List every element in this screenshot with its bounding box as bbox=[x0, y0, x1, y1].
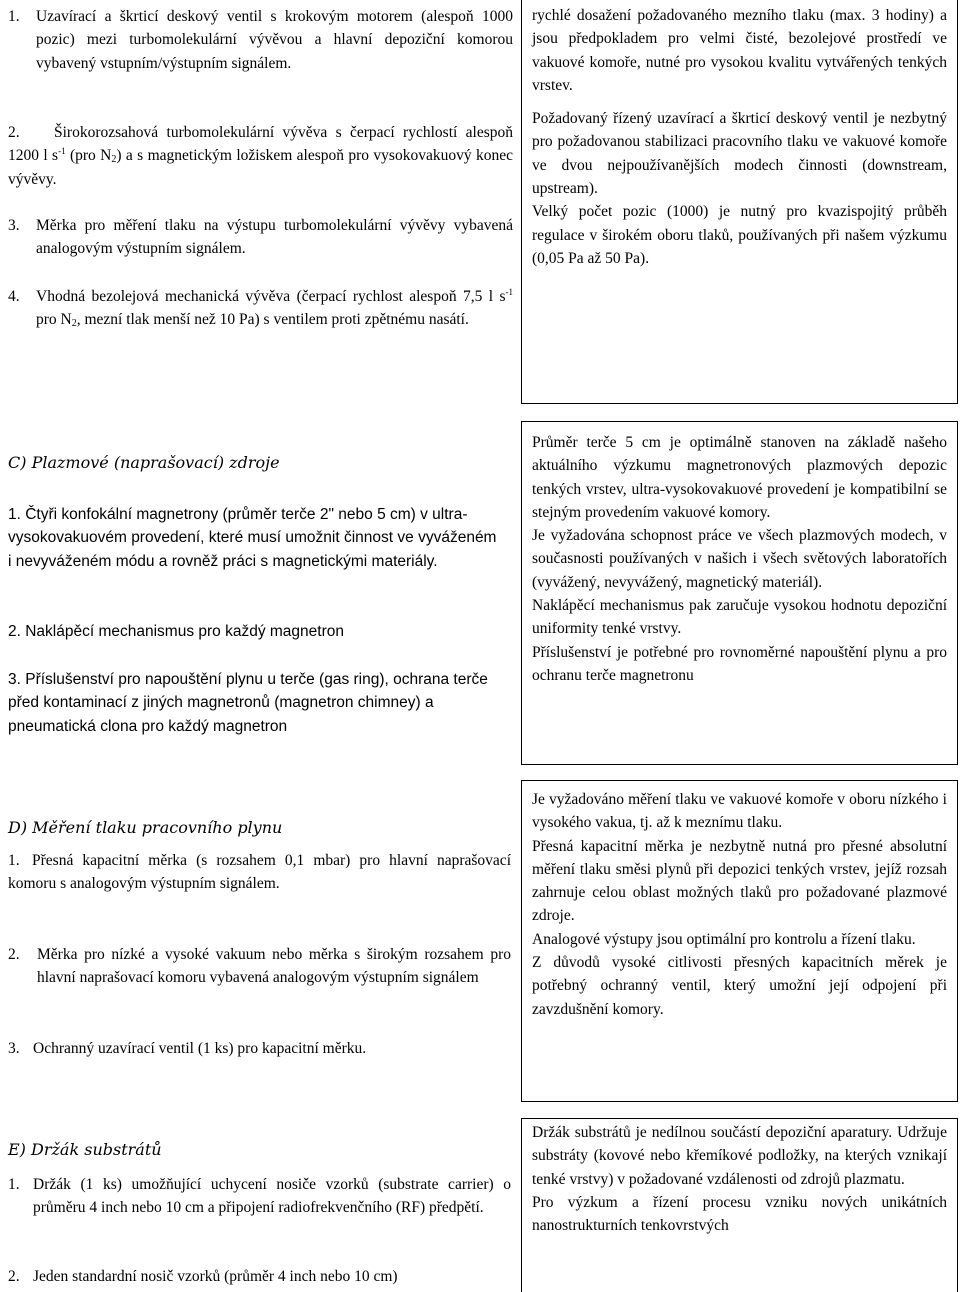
justification-paragraph: rychlé dosažení požadovaného mezního tlaku (max. 3 hodiny) a jsou předpokladem pro velmi čisté, bezolejové prostředí ve vakuové komoře, nutné pro vysokou kvalitu vytvářených tenkých vrstev. bbox=[532, 7, 947, 94]
section-title: D) Měření tlaku pracovního plynu bbox=[8, 818, 283, 837]
item-number: 3. bbox=[8, 1040, 20, 1057]
item-text: Měrka pro nízké a vysoké vakuum nebo měrka s širokým rozsahem pro hlavní naprašovací komoru vybavená analogovým výstupním signálem bbox=[37, 946, 511, 987]
justification-paragraph: Průměr terče 5 cm je optimálně stanoven na základě našeho aktuálního výzkumu magnetronových plazmových depozic tenkých vrstev, ultra-vysokovakuové provedení je kompatibilní se stejným provedením vakuové komory. bbox=[532, 434, 947, 521]
item-text: Širokorozsahová turbomolekulární vývěva s čerpací rychlostí alespoň 1200 l $s^{-1}$ (pro $N_2$) a s magnetickým ložiskem alespoň pro vysokovakuový konec vývěvy. bbox=[8, 124, 513, 188]
list-item-d3 bbox=[8, 1037, 511, 1060]
item-number: 2. bbox=[8, 1268, 20, 1285]
item-number: 1. bbox=[8, 852, 20, 869]
item-text: Držák (1 ks) umožňující uchycení nosiče vzorků (substrate carrier) o průměru 4 inch nebo 10 cm a připojení radiofrekvenčního (RF) předpětí. bbox=[33, 1176, 511, 1217]
item-number: 3. bbox=[8, 217, 20, 234]
list-item-e2 bbox=[8, 1265, 511, 1288]
list-item-c2: 2. Naklápěcí mechanismus pro každý magnetron bbox=[8, 623, 344, 640]
justification-paragraph: Je vyžadováno měření tlaku ve vakuové komoře v oboru nízkého i vysokého vakua, tj. až k meznímu tlaku. bbox=[532, 791, 947, 832]
justification-paragraph: Příslušenství je potřebné pro rovnoměrné napouštění plynu a pro ochranu terče magnetronu bbox=[532, 643, 947, 684]
item-text: Ochranný uzavírací ventil (1 ks) pro kapacitní měrku. bbox=[33, 1040, 367, 1057]
item-number: 2. bbox=[8, 946, 20, 963]
section-e-left bbox=[0, 1118, 522, 1292]
justification-paragraph: Držák substrátů je nedílnou součástí depoziční aparatury. Udržuje substráty (kovové nebo křemíkové podložky, na kterých vznikají tenké vrstvy) v požadované vzdálenosti od zdrojů plazmatu. bbox=[532, 1124, 947, 1188]
section-d-justification bbox=[521, 780, 958, 1102]
section-e-justification bbox=[521, 1118, 958, 1292]
list-item-b1 bbox=[8, 5, 513, 75]
justification-paragraph: Přesná kapacitní měrka je nezbytně nutná pro přesné absolutní měření tlaku směsi plynů při depozici tenkých vrstev, jejíž rozsah zahrnuje celou oblast možných tlaků pro požadované plazmové zdroje. bbox=[532, 837, 947, 925]
section-title: C) Plazmové (naprašovací) zdroje bbox=[8, 453, 280, 472]
item-number: 4. bbox=[8, 288, 20, 305]
item-text: Měrka pro měření tlaku na výstupu turbomolekulární vývěvy vybavená analogovým výstupním signálem. bbox=[36, 217, 513, 258]
list-item-c1: 1. Čtyři konfokální magnetrony (průměr terče 2" nebo 5 cm) v ultra-vysokovakuovém provedení, které musí umožnit činnost ve vyváženém i nevyváženém módu a rovněž práci s magnetickými materiály. bbox=[8, 506, 497, 570]
item-text: Jeden standardní nosič vzorků (průměr 4 inch nebo 10 cm) bbox=[33, 1268, 398, 1285]
list-item-c3: 3. Příslušenství pro napouštění plynu u terče (gas ring), ochrana terče před kontaminací z jiných magnetronů (magnetron chimney) a pneumatická clona pro každý magnetron bbox=[8, 671, 488, 735]
item-text: Vhodná bezolejová mechanická vývěva (čerpací rychlost alespoň 7,5 l $s^{-1}$ pro $N_2$, mezní tlak menší než 10 Pa) s ventilem proti zpětnému nasátí. bbox=[36, 287, 513, 330]
list-item-b4 bbox=[8, 285, 513, 332]
list-item-b3 bbox=[8, 214, 513, 261]
justification-paragraph: Z důvodů vysoké citlivosti přesných kapacitních měrek je potřebný ochranný ventil, který umožní její odpojení při zavzdušnění komory. bbox=[532, 954, 947, 1018]
justification-paragraph: Požadovaný řízený uzavírací a škrticí deskový ventil je nezbytný pro požadovanou stabilizaci pracovního tlaku ve vakuové komoře ve dvou nejpoužívanějších modech činnosti (downstream, upstream). bbox=[532, 110, 947, 198]
list-item-d2 bbox=[8, 943, 511, 990]
list-item-e1 bbox=[8, 1173, 511, 1220]
section-title: E) Držák substrátů bbox=[8, 1140, 162, 1159]
list-item-d1 bbox=[8, 849, 511, 896]
section-c-left bbox=[0, 420, 522, 750]
item-number: 1. bbox=[8, 1176, 20, 1193]
justification-paragraph: Naklápěcí mechanismus pak zaručuje vysokou hodnotu depoziční uniformity tenké vrstvy. bbox=[532, 597, 947, 638]
item-text: Přesná kapacitní měrka (s rozsahem 0,1 mbar) pro hlavní naprašovací komoru s analogovým výstupním signálem. bbox=[8, 852, 511, 893]
item-number: 2. bbox=[8, 124, 20, 141]
item-text: Uzavírací a škrticí deskový ventil s krokovým motorem (alespoň 1000 pozic) mezi turbomolekulární vývěvou a hlavní depoziční komorou vybavený vstupním/výstupním signálem. bbox=[36, 8, 513, 72]
section-d-left bbox=[0, 780, 522, 1100]
section-b-left bbox=[0, 0, 522, 400]
item-number: 1. bbox=[8, 8, 20, 25]
section-c-justification bbox=[521, 421, 958, 765]
section-b-justification bbox=[521, 0, 958, 404]
justification-paragraph: Velký počet pozic (1000) je nutný pro kvazispojitý průběh regulace v širokém oboru tlaků, používaných při našem výzkumu (0,05 Pa až 50 Pa). bbox=[532, 203, 947, 267]
list-item-b2 bbox=[8, 121, 513, 191]
justification-paragraph: Analogové výstupy jsou optimální pro kontrolu a řízení tlaku. bbox=[532, 930, 916, 948]
justification-paragraph: Je vyžadována schopnost práce ve všech plazmových modech, v současnosti používaných v našich i všech světových laboratořích (vyvážený, nevyvážený, magnetický materiál). bbox=[532, 527, 947, 591]
justification-paragraph: Pro výzkum a řízení procesu vzniku nových unikátních nanostrukturních tenkovrstvých bbox=[532, 1193, 947, 1235]
